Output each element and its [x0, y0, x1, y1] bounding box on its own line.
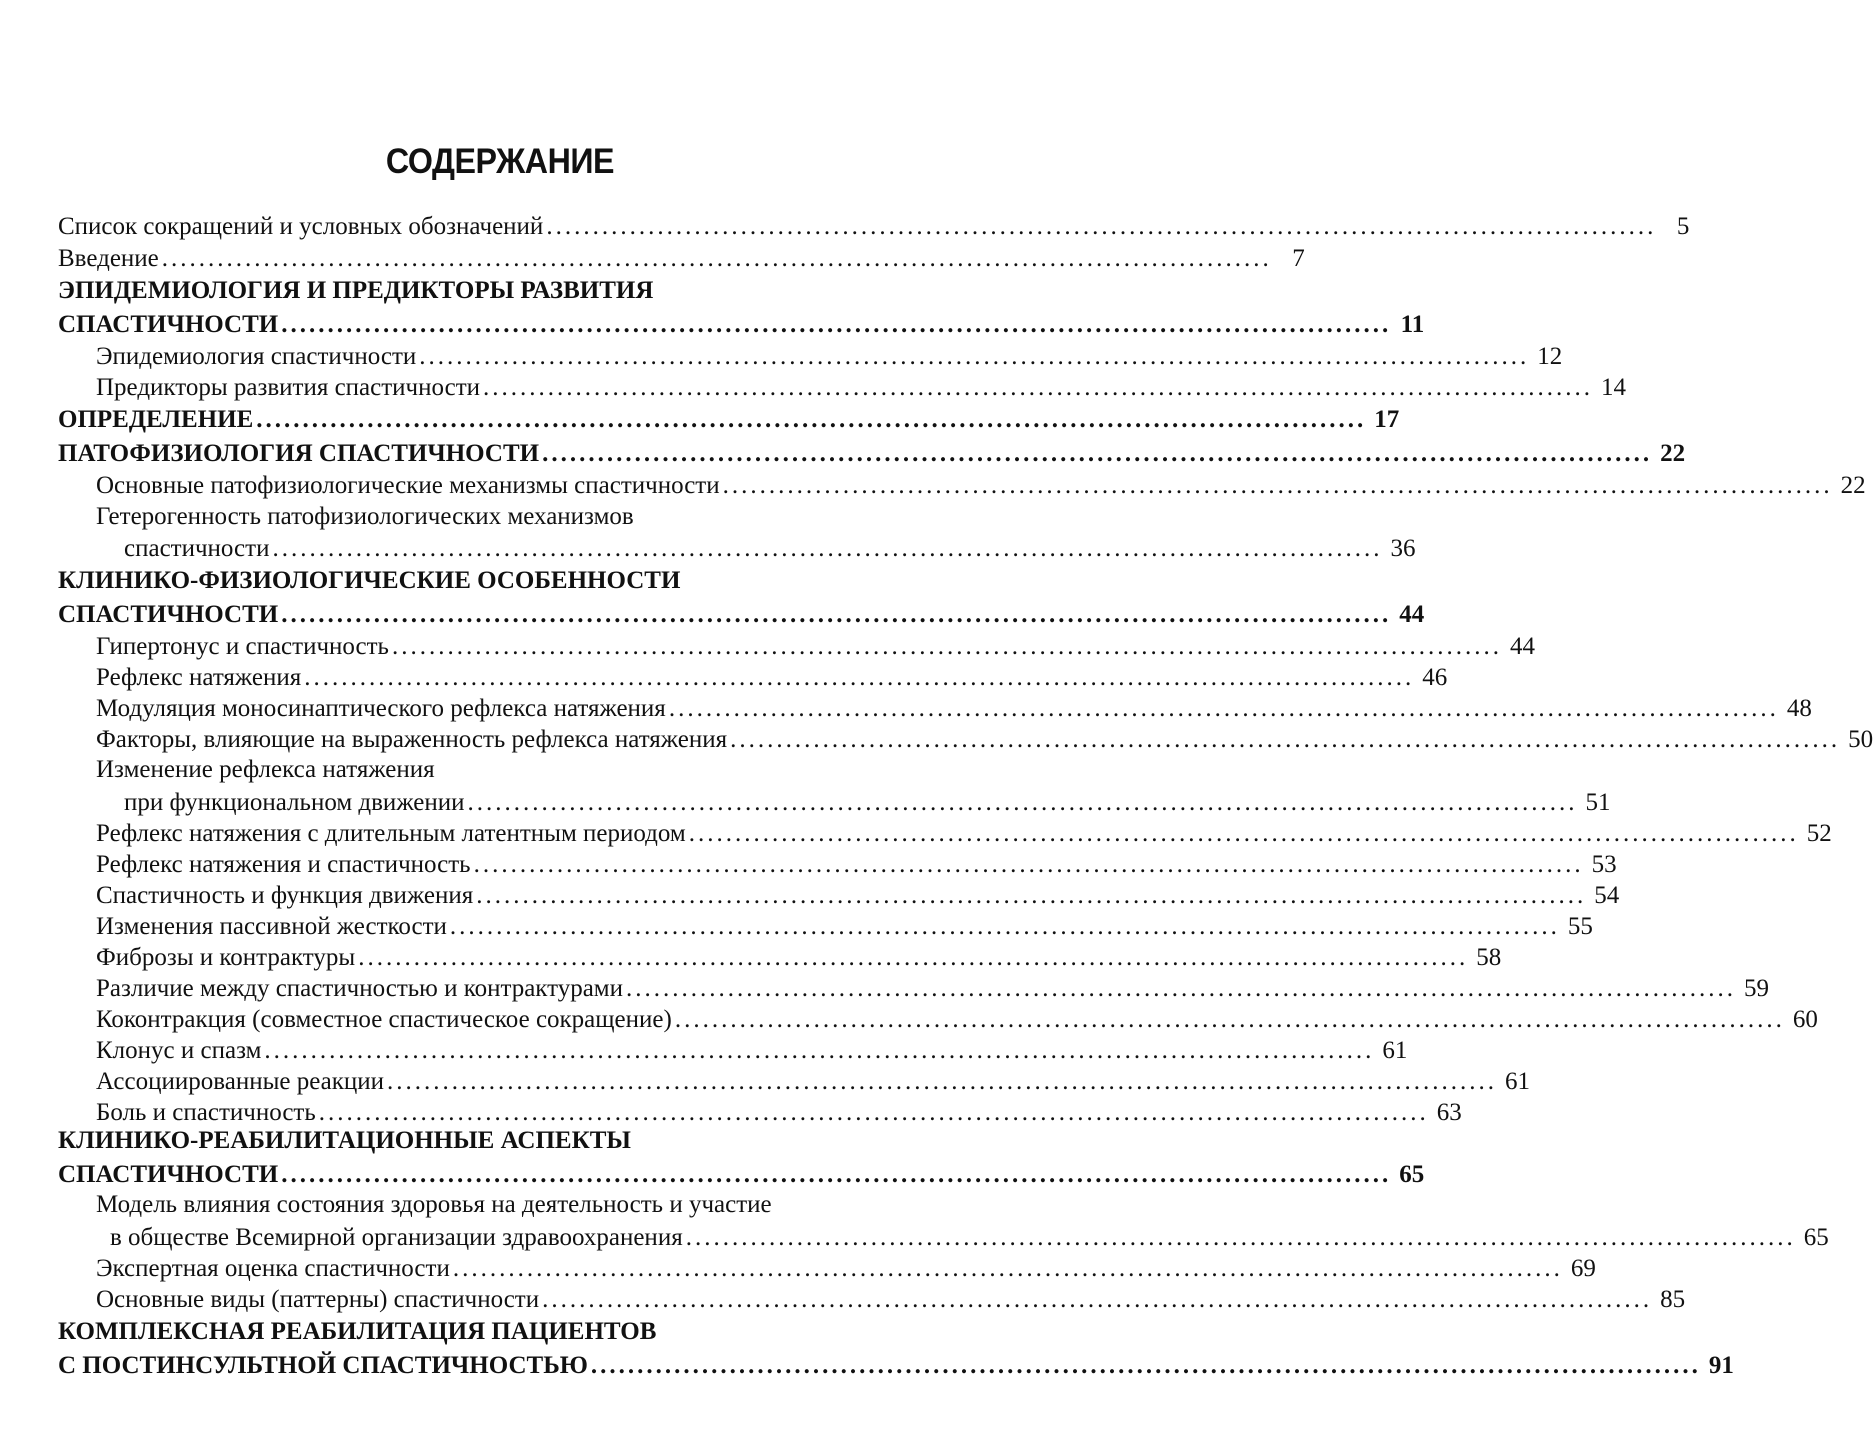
toc-entry-text: Рефлекс натяжения и спастичность	[96, 851, 471, 878]
toc-section[interactable]	[58, 403, 1400, 435]
toc-entry[interactable]	[96, 941, 1502, 973]
leader-dots: ........................................................................................................................	[546, 213, 1657, 240]
toc-entry[interactable]	[96, 848, 1617, 880]
toc-entry[interactable]	[96, 630, 1535, 662]
toc-entry-page: 61	[1505, 1068, 1531, 1095]
toc-entry-page: 60	[1792, 1006, 1818, 1033]
toc-section-heading: ЭПИДЕМИОЛОГИЯ И ПРЕДИКТОРЫ РАЗВИТИЯ	[58, 277, 654, 304]
toc-entry[interactable]	[96, 1283, 1686, 1315]
toc-entry[interactable]	[96, 1034, 1408, 1066]
toc-entry[interactable]	[96, 879, 1620, 911]
toc-entry[interactable]	[96, 1096, 1462, 1128]
toc-entry[interactable]	[124, 786, 1611, 818]
toc-entry-text: СПАСТИЧНОСТИ	[58, 311, 279, 338]
toc-entry-page: 44	[1509, 633, 1535, 660]
toc-entry[interactable]	[96, 661, 1448, 693]
toc-entry-text: Спастичность и функция движения	[96, 882, 474, 909]
page-title: СОДЕРЖАНИЕ	[385, 142, 615, 181]
toc-entry-text: Экспертная оценка спастичности	[96, 1255, 450, 1282]
toc-entry-text: Эпидемиология спастичности	[96, 343, 417, 370]
toc-section-heading: КЛИНИКО-ФИЗИОЛОГИЧЕСКИЕ ОСОБЕННОСТИ	[58, 567, 681, 594]
toc-entry-text: Коконтракция (совместное спастическое сокращение)	[96, 1006, 672, 1033]
toc-entry-text: Гипертонус и спастичность	[96, 633, 389, 660]
leader-dots: ........................................................................................................................	[304, 664, 1415, 691]
toc-entry-text: Предикторы развития спастичности	[96, 374, 481, 401]
leader-dots: ........................................................................................................................	[476, 882, 1587, 909]
leader-dots: ........................................................................................................................	[685, 1224, 1796, 1251]
leader-dots: ........................................................................................................................	[281, 1161, 1392, 1188]
toc-entry-text: при функциональном движении	[124, 789, 465, 816]
toc-entry-page: 11	[1400, 311, 1425, 338]
toc-entry-page: 54	[1594, 882, 1620, 909]
toc-entry-page: 63	[1436, 1099, 1462, 1126]
toc-entry-text: Основные виды (паттерны) спастичности	[96, 1286, 540, 1313]
toc-entry-page: 59	[1744, 975, 1770, 1002]
leader-dots: ........................................................................................................................	[449, 913, 1560, 940]
toc-entry-heading: Гетерогенность патофизиологических механизмов	[96, 503, 634, 530]
toc-entry[interactable]	[96, 723, 1873, 755]
toc-entry-text: Изменения пассивной жесткости	[96, 913, 447, 940]
toc-entry-text: Основные патофизиологические механизмы спастичности	[96, 472, 720, 499]
toc-entry[interactable]	[96, 1065, 1531, 1097]
toc-entry-text: Модуляция моносинаптического рефлекса натяжения	[96, 695, 666, 722]
toc-entry-page: 17	[1374, 406, 1400, 433]
leader-dots: ........................................................................................................................	[452, 1255, 1563, 1282]
toc-entry-text: спастичности	[124, 535, 270, 562]
toc-entry-page: 55	[1567, 913, 1593, 940]
toc-entry-heading: Модель влияния состояния здоровья на деятельность и участие	[96, 1191, 772, 1218]
toc-entry-page: 65	[1399, 1161, 1425, 1188]
leader-dots: ........................................................................................................................	[272, 535, 1383, 562]
leader-dots: ........................................................................................................................	[590, 1352, 1701, 1379]
leader-dots: ........................................................................................................................	[419, 343, 1530, 370]
toc-entry[interactable]	[96, 1252, 1596, 1284]
leader-dots: ........................................................................................................................	[626, 975, 1737, 1002]
toc-section[interactable]	[58, 437, 1686, 469]
toc-entry-text: Рефлекс натяжения с длительным латентным периодом	[96, 820, 686, 847]
toc-entry-page: 12	[1537, 343, 1563, 370]
toc-entry[interactable]	[96, 371, 1627, 403]
toc-entry-page: 58	[1476, 944, 1502, 971]
toc-entry-page: 52	[1806, 820, 1832, 847]
toc-entry-text: Список сокращений и условных обозначений	[58, 213, 544, 240]
toc-entry[interactable]	[124, 532, 1416, 564]
toc-entry[interactable]	[58, 210, 1690, 242]
leader-dots: ........................................................................................................................	[722, 472, 1833, 499]
toc-section[interactable]	[58, 1349, 1734, 1381]
leader-dots: ........................................................................................................................	[281, 311, 1392, 338]
leader-dots: ........................................................................................................................	[542, 1286, 1653, 1313]
toc-entry-page: 61	[1382, 1037, 1408, 1064]
leader-dots: ........................................................................................................................	[318, 1099, 1429, 1126]
toc-entry[interactable]	[96, 469, 1866, 501]
toc-entry-page: 22	[1840, 472, 1866, 499]
toc-entry-page: 5	[1676, 213, 1690, 240]
toc-entry-text: СПАСТИЧНОСТИ	[58, 601, 279, 628]
toc-entry-page: 51	[1585, 789, 1611, 816]
leader-dots: ........................................................................................................................	[473, 851, 1584, 878]
toc-entry-text: Различие между спастичностью и контрактурами	[96, 975, 624, 1002]
toc-entry-text: Фиброзы и контрактуры	[96, 944, 356, 971]
toc-section[interactable]	[58, 308, 1425, 340]
toc-entry-text: Введение	[58, 245, 159, 272]
leader-dots: ........................................................................................................................	[161, 245, 1272, 272]
toc-section[interactable]	[58, 598, 1425, 630]
leader-dots: ........................................................................................................................	[264, 1037, 1375, 1064]
toc-section-heading: КЛИНИКО-РЕАБИЛИТАЦИОННЫЕ АСПЕКТЫ	[58, 1127, 631, 1154]
toc-entry[interactable]	[96, 972, 1770, 1004]
toc-entry[interactable]	[96, 692, 1812, 724]
toc-entry-page: 65	[1803, 1224, 1829, 1251]
toc-entry-text: Боль и спастичность	[96, 1099, 316, 1126]
toc-entry-page: 7	[1292, 245, 1305, 272]
toc-entry[interactable]	[96, 910, 1593, 942]
toc-entry-heading: Изменение рефлекса натяжения	[96, 756, 435, 783]
leader-dots: ........................................................................................................................	[730, 726, 1841, 753]
leader-dots: ........................................................................................................................	[668, 695, 1779, 722]
toc-entry[interactable]	[58, 242, 1305, 274]
toc-entry-page: 91	[1708, 1352, 1734, 1379]
toc-entry[interactable]	[96, 1003, 1818, 1035]
toc-entry-text: С ПОСТИНСУЛЬТНОЙ СПАСТИЧНОСТЬЮ	[58, 1352, 588, 1379]
toc-entry-page: 46	[1422, 664, 1448, 691]
toc-entry-text: Клонус и спазм	[96, 1037, 262, 1064]
toc-section-heading: КОМПЛЕКСНАЯ РЕАБИЛИТАЦИЯ ПАЦИЕНТОВ	[58, 1318, 657, 1345]
leader-dots: ........................................................................................................................	[391, 633, 1502, 660]
toc-entry-page: 48	[1786, 695, 1812, 722]
leader-dots: ........................................................................................................................	[281, 601, 1392, 628]
toc-entry-text: СПАСТИЧНОСТИ	[58, 1161, 279, 1188]
toc-entry-page: 53	[1591, 851, 1617, 878]
toc-entry-text: Рефлекс натяжения	[96, 664, 302, 691]
toc-entry[interactable]	[96, 817, 1832, 849]
toc-entry-page: 85	[1660, 1286, 1686, 1313]
leader-dots: ........................................................................................................................	[467, 789, 1578, 816]
toc-entry-page: 50	[1848, 726, 1873, 753]
toc-entry[interactable]	[96, 340, 1563, 372]
toc-entry-page: 36	[1390, 535, 1416, 562]
toc-entry[interactable]	[110, 1221, 1829, 1253]
toc-entry-text: ПАТОФИЗИОЛОГИЯ СПАСТИЧНОСТИ	[58, 440, 540, 467]
leader-dots: ........................................................................................................................	[674, 1006, 1785, 1033]
toc-entry-text: в обществе Всемирной организации здравоохранения	[110, 1224, 683, 1251]
leader-dots: ........................................................................................................................	[358, 944, 1469, 971]
toc-entry-text: Ассоциированные реакции	[96, 1068, 385, 1095]
toc-entry-page: 22	[1660, 440, 1686, 467]
toc-entry-page: 14	[1601, 374, 1627, 401]
toc-entry-text: ОПРЕДЕЛЕНИЕ	[58, 406, 254, 433]
leader-dots: ........................................................................................................................	[387, 1068, 1498, 1095]
toc-entry-text: Факторы, влияющие на выраженность рефлекса натяжения	[96, 726, 728, 753]
toc-entry-page: 44	[1399, 601, 1425, 628]
leader-dots: ........................................................................................................................	[256, 406, 1367, 433]
leader-dots: ........................................................................................................................	[688, 820, 1799, 847]
toc-entry-page: 69	[1570, 1255, 1596, 1282]
toc-section[interactable]	[58, 1158, 1425, 1190]
leader-dots: ........................................................................................................................	[542, 440, 1653, 467]
leader-dots: ........................................................................................................................	[483, 374, 1594, 401]
